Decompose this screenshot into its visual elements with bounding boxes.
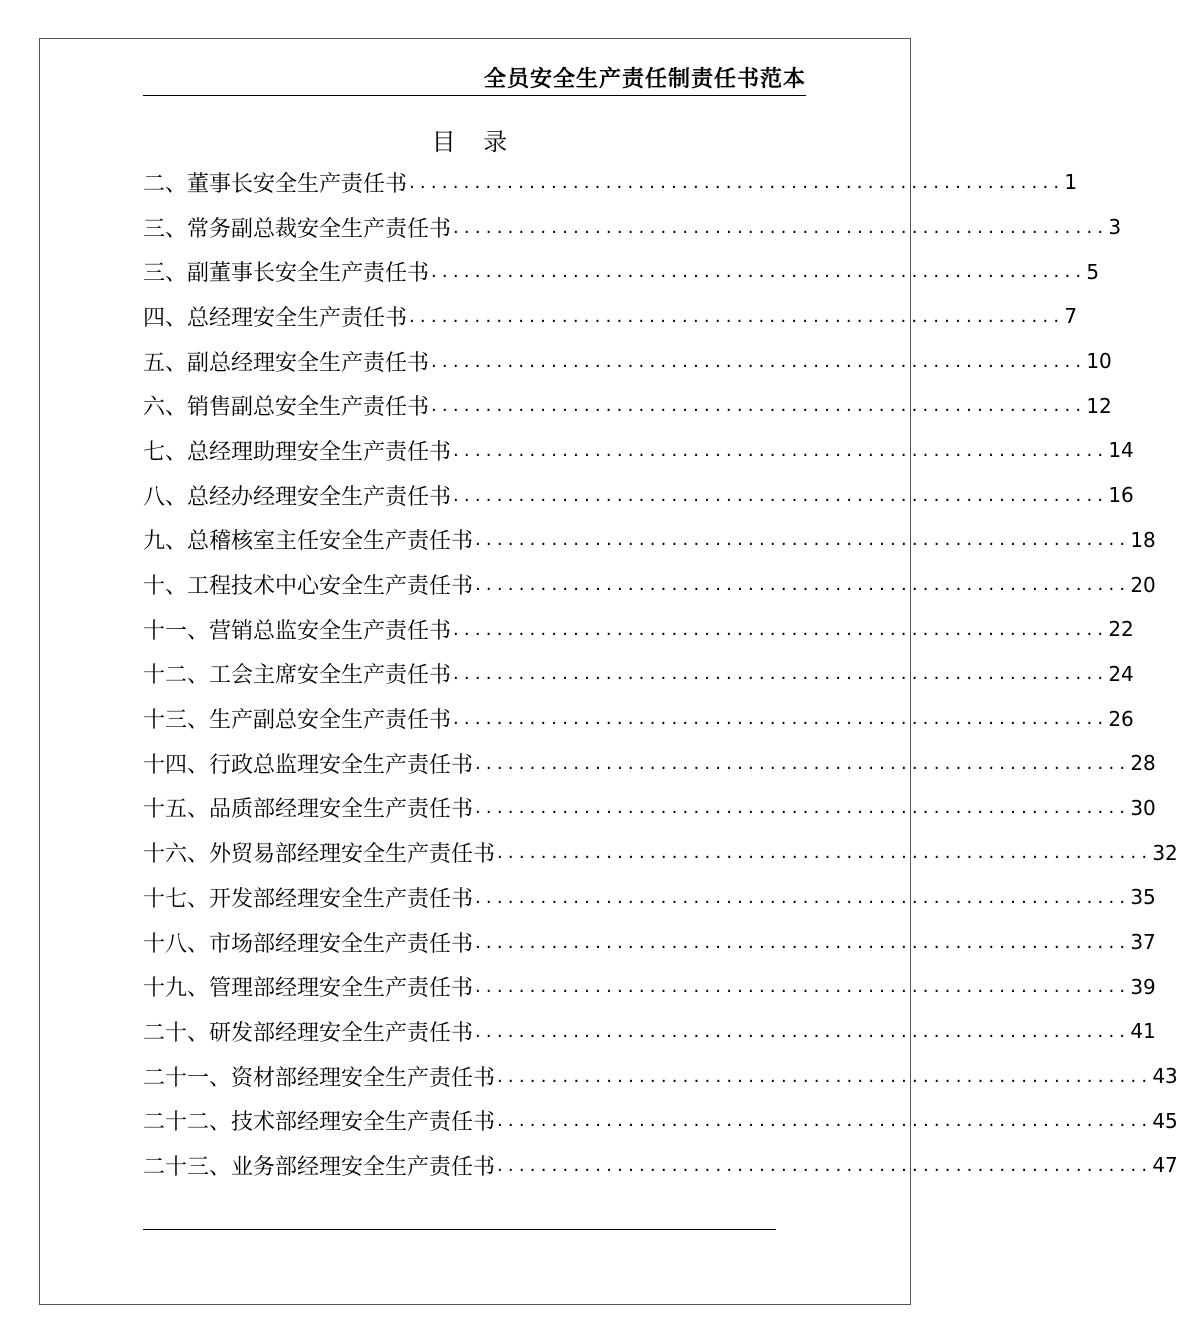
toc-page-number: 28: [1130, 751, 1156, 776]
toc-entry-label: 十三、生产副总安全生产责任书: [143, 708, 452, 734]
header-divider: [143, 95, 806, 96]
toc-entry-label: 六、销售副总安全生产责任书: [143, 395, 430, 421]
toc-dot-leader: ............................................................: [497, 1110, 1153, 1132]
toc-entry-label: 十六、外贸易部经理安全生产责任书: [143, 842, 496, 868]
toc-page-number: 47: [1152, 1153, 1178, 1178]
toc-dot-leader: ............................................................: [475, 574, 1131, 596]
toc-entry-10[interactable]: [143, 562, 1156, 607]
toc-dot-leader: ............................................................: [453, 439, 1109, 461]
toc-entry-11[interactable]: [143, 607, 1134, 652]
toc-page-number: 1: [1064, 170, 1078, 195]
toc-entry-label: 三、常务副总裁安全生产责任书: [143, 216, 452, 242]
toc-entry-label: 十、工程技术中心安全生产责任书: [143, 574, 474, 600]
toc-entry-label: 二十一、资材部经理安全生产责任书: [143, 1065, 496, 1091]
toc-page-number: 10: [1086, 349, 1112, 374]
toc-entry-label: 三、副董事长安全生产责任书: [143, 261, 430, 287]
toc-entry-3[interactable]: [143, 249, 1100, 294]
toc-page-number: 16: [1108, 483, 1134, 508]
toc-dot-leader: ............................................................: [475, 1020, 1131, 1042]
toc-entry-17[interactable]: [143, 875, 1156, 920]
toc-entry-16[interactable]: [143, 830, 1178, 875]
toc-entry-label: 五、副总经理安全生产责任书: [143, 350, 430, 376]
toc-dot-leader: ............................................................: [409, 171, 1065, 193]
toc-entry-6[interactable]: [143, 383, 1112, 428]
toc-entry-8[interactable]: [143, 473, 1134, 518]
toc-entry-13[interactable]: [143, 696, 1134, 741]
toc-page-number: 35: [1130, 885, 1156, 910]
toc-entry-4[interactable]: [143, 294, 1078, 339]
toc-entry-14[interactable]: [143, 741, 1156, 786]
toc-dot-leader: ............................................................: [431, 395, 1087, 417]
toc-entry-7[interactable]: [143, 428, 1134, 473]
toc-entry-15[interactable]: [143, 786, 1156, 831]
toc-entry-label: 十八、市场部经理安全生产责任书: [143, 931, 474, 957]
toc-entry-label: 七、总经理助理安全生产责任书: [143, 439, 452, 465]
toc-dot-leader: ............................................................: [497, 842, 1153, 864]
toc-page-number: 39: [1130, 974, 1156, 999]
toc-entry-12[interactable]: [143, 652, 1134, 697]
toc-entry-20[interactable]: [143, 1009, 1156, 1054]
toc-entry-9[interactable]: [143, 518, 1156, 563]
toc-entry-18[interactable]: [143, 920, 1156, 965]
toc-entry-label: 十一、营销总监安全生产责任书: [143, 618, 452, 644]
toc-entry-1[interactable]: [143, 160, 1078, 205]
toc-page-number: 41: [1130, 1019, 1156, 1044]
toc-page-number: 14: [1108, 438, 1134, 463]
toc-dot-leader: ............................................................: [453, 216, 1109, 238]
toc-page-number: 43: [1152, 1064, 1178, 1089]
toc-page-number: 45: [1152, 1108, 1178, 1133]
toc-entry-5[interactable]: [143, 339, 1112, 384]
toc-entry-23[interactable]: [143, 1143, 1178, 1188]
toc-dot-leader: ............................................................: [497, 1154, 1153, 1176]
toc-dot-leader: ............................................................: [475, 529, 1131, 551]
toc-dot-leader: ............................................................: [475, 797, 1131, 819]
toc-entry-label: 十二、工会主席安全生产责任书: [143, 663, 452, 689]
toc-dot-leader: ............................................................: [475, 976, 1131, 998]
toc-dot-leader: ............................................................: [453, 663, 1109, 685]
document-title: 全员安全生产责任制责任书范本: [483, 67, 806, 92]
toc-entry-label: 十七、开发部经理安全生产责任书: [143, 886, 474, 912]
toc-dot-leader: ............................................................: [475, 752, 1131, 774]
toc-dot-leader: ............................................................: [453, 708, 1109, 730]
toc-entry-label: 二十三、业务部经理安全生产责任书: [143, 1154, 496, 1180]
toc-page-number: 3: [1108, 215, 1122, 240]
toc-dot-leader: ............................................................: [475, 931, 1131, 953]
toc-page-number: 32: [1152, 840, 1178, 865]
toc-heading: 目 录: [431, 128, 518, 156]
toc-dot-leader: ............................................................: [431, 261, 1087, 283]
toc-entry-19[interactable]: [143, 964, 1156, 1009]
toc-entry-label: 二、董事长安全生产责任书: [143, 171, 408, 197]
toc-page-number: 7: [1064, 304, 1078, 329]
toc-page-number: 18: [1130, 527, 1156, 552]
toc-page-number: 20: [1130, 572, 1156, 597]
toc-entry-label: 二十二、技术部经理安全生产责任书: [143, 1110, 496, 1136]
toc-dot-leader: ............................................................: [475, 886, 1131, 908]
toc-dot-leader: ............................................................: [409, 305, 1065, 327]
toc-page-number: 30: [1130, 795, 1156, 820]
toc-page-number: 5: [1086, 259, 1100, 284]
toc-page-number: 26: [1108, 706, 1134, 731]
toc-entry-2[interactable]: [143, 205, 1122, 250]
toc-page-number: 37: [1130, 930, 1156, 955]
toc-entry-label: 二十、研发部经理安全生产责任书: [143, 1020, 474, 1046]
toc-entry-21[interactable]: [143, 1054, 1178, 1099]
footer-divider: [143, 1229, 776, 1230]
toc-entry-label: 八、总经办经理安全生产责任书: [143, 484, 452, 510]
toc-page-number: 22: [1108, 617, 1134, 642]
toc-entry-label: 十九、管理部经理安全生产责任书: [143, 976, 474, 1002]
toc-dot-leader: ............................................................: [453, 618, 1109, 640]
toc-dot-leader: ............................................................: [453, 484, 1109, 506]
toc-page-number: 12: [1086, 393, 1112, 418]
toc-entry-label: 十四、行政总监理安全生产责任书: [143, 752, 474, 778]
toc-entry-label: 九、总稽核室主任安全生产责任书: [143, 529, 474, 555]
toc-entry-22[interactable]: [143, 1098, 1178, 1143]
toc-entry-label: 四、总经理安全生产责任书: [143, 305, 408, 331]
toc-page-number: 24: [1108, 661, 1134, 686]
toc-dot-leader: ............................................................: [497, 1065, 1153, 1087]
table-of-contents: [143, 160, 1178, 1188]
toc-dot-leader: ............................................................: [431, 350, 1087, 372]
toc-entry-label: 十五、品质部经理安全生产责任书: [143, 797, 474, 823]
